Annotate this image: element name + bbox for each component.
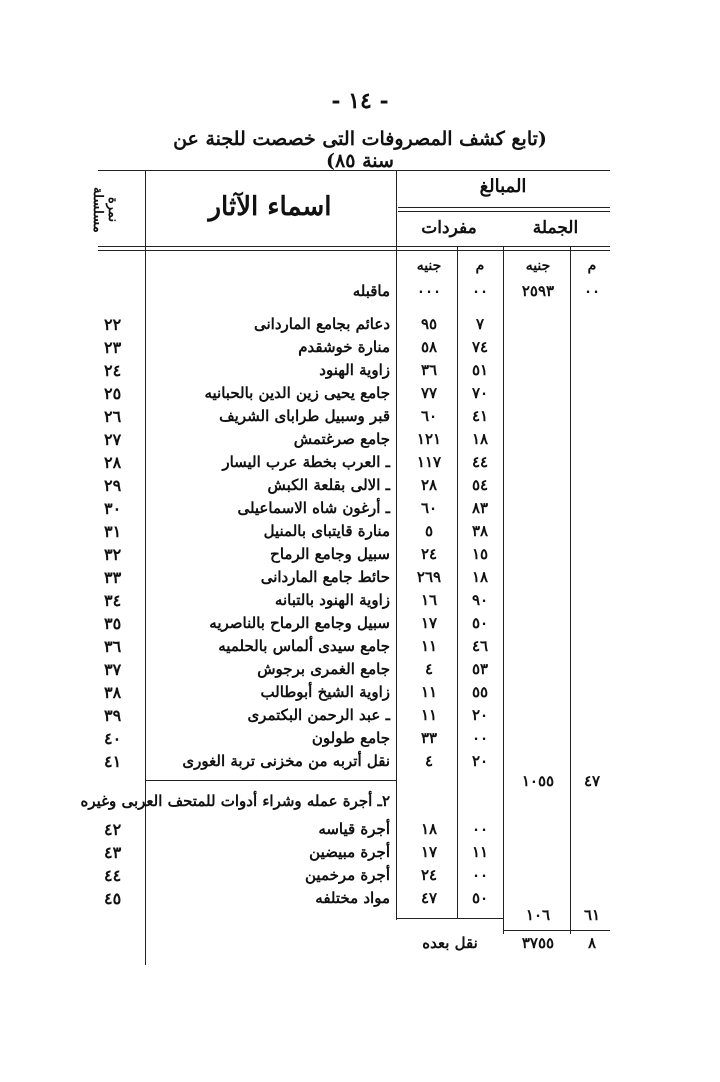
amount-milliemes: ٥١ bbox=[471, 361, 489, 379]
carried-forward-row bbox=[0, 280, 720, 303]
monument-name: منارة قايتباى بالمنيل bbox=[263, 522, 390, 540]
amount-pounds: ٢٤ bbox=[420, 545, 438, 563]
amount-pounds: ١١ bbox=[420, 683, 438, 701]
row-serial: ٢٤ bbox=[104, 361, 122, 380]
row-serial: ٤٣ bbox=[104, 843, 122, 862]
amount-pounds: ٤ bbox=[424, 752, 434, 770]
table-row bbox=[0, 864, 720, 887]
amount-pounds: ٦٠ bbox=[420, 407, 438, 425]
amount-pounds: ٤٧ bbox=[420, 889, 438, 907]
names-column-header: اسماء الآثار bbox=[208, 192, 332, 222]
amount-pounds: ٢٦٩ bbox=[416, 568, 442, 586]
amount-pounds: ١٨ bbox=[420, 820, 438, 838]
table-row bbox=[0, 474, 720, 497]
table-row bbox=[0, 336, 720, 359]
monument-name: ـ عبد الرحمن البكتمرى bbox=[247, 706, 390, 724]
monument-name: جامع طولون bbox=[311, 729, 390, 747]
amount-pounds: ٩٥ bbox=[420, 315, 438, 333]
monument-name: حائط جامع الماردانى bbox=[260, 568, 390, 586]
row-serial: ٣٥ bbox=[104, 614, 122, 633]
unit-millieme-subtotal: م bbox=[475, 258, 485, 274]
amount-pounds: ١٢١ bbox=[416, 430, 442, 448]
table-row bbox=[0, 382, 720, 405]
section2-title: ٢ـ أجرة عمله وشراء أدوات للمتحف العربى وغيره bbox=[80, 792, 390, 810]
carried-forward-sub-milliemes: ٠٠ bbox=[471, 282, 489, 300]
table-row bbox=[0, 818, 720, 841]
amount-pounds: ٥٨ bbox=[420, 338, 438, 356]
monument-name: منارة خوشقدم bbox=[298, 338, 390, 356]
row-serial: ٢٢ bbox=[104, 315, 122, 334]
table-row bbox=[0, 520, 720, 543]
table-row bbox=[0, 566, 720, 589]
amount-milliemes: ١١ bbox=[471, 843, 489, 861]
monument-name: جامع سيدى ألماس بالحلميه bbox=[218, 637, 390, 655]
amount-milliemes: ٥٣ bbox=[471, 660, 489, 678]
amount-pounds: ١١ bbox=[420, 706, 438, 724]
row-serial: ٣١ bbox=[104, 522, 122, 541]
amount-milliemes: ٤١ bbox=[471, 407, 489, 425]
amount-milliemes: ٩٠ bbox=[471, 591, 489, 609]
monument-name: ـ أرغون شاه الاسماعيلى bbox=[237, 499, 390, 517]
monument-name: جامع الغمرى برجوش bbox=[257, 660, 390, 678]
monument-name: ـ الالى بقلعة الكبش bbox=[267, 476, 390, 494]
amount-milliemes: ١٨ bbox=[471, 568, 489, 586]
section2-title-row bbox=[0, 790, 720, 813]
carried-forward-total-milliemes: ٠٠ bbox=[583, 282, 601, 300]
table-row bbox=[0, 841, 720, 864]
section-total-milliemes: ٤٧ bbox=[583, 772, 601, 790]
table-row bbox=[0, 313, 720, 336]
table-row bbox=[0, 543, 720, 566]
monument-name: مواد مختلفه bbox=[315, 889, 390, 907]
amount-pounds: ١١ bbox=[420, 637, 438, 655]
amount-milliemes: ٧٤ bbox=[471, 338, 489, 356]
page-number: - ١٤ - bbox=[331, 88, 389, 114]
amount-pounds: ٢٤ bbox=[420, 866, 438, 884]
amount-milliemes: ٠٠ bbox=[471, 729, 489, 747]
row-serial: ٢٧ bbox=[104, 430, 122, 449]
monument-name: زاوية الهنود bbox=[319, 361, 390, 379]
row-serial: ٢٦ bbox=[104, 407, 122, 426]
amount-milliemes: ٥٤ bbox=[471, 476, 489, 494]
amount-milliemes: ٣٨ bbox=[471, 522, 489, 540]
carry-out-milliemes: ٨ bbox=[587, 934, 597, 952]
amount-milliemes: ٢٠ bbox=[471, 706, 489, 724]
monument-name: زاوية الهنود بالتبانه bbox=[274, 591, 390, 609]
table-row bbox=[0, 497, 720, 520]
table-row bbox=[0, 405, 720, 428]
monument-name: أجرة قياسه bbox=[318, 820, 390, 838]
row-serial: ٢٩ bbox=[104, 476, 122, 495]
monument-name: أجرة مبيضين bbox=[309, 843, 390, 861]
unit-pound-total: جنيه bbox=[525, 258, 551, 274]
table-row bbox=[0, 451, 720, 474]
amount-milliemes: ٠٠ bbox=[471, 820, 489, 838]
amount-pounds: ١٦ bbox=[420, 591, 438, 609]
table-row bbox=[0, 612, 720, 635]
amount-pounds: ٥ bbox=[424, 522, 434, 540]
row-serial: ٢٣ bbox=[104, 338, 122, 357]
monument-name: دعائم بجامع الماردانى bbox=[254, 315, 390, 333]
amount-pounds: ٦٠ bbox=[420, 499, 438, 517]
row-serial: ٤٤ bbox=[104, 866, 122, 885]
unit-millieme-total: م bbox=[587, 258, 597, 274]
section2-total-milliemes: ٦١ bbox=[583, 906, 601, 924]
carried-forward-total-pounds: ٢٥٩٣ bbox=[521, 282, 555, 300]
monument-name: جامع يحيى زين الدين بالحبانيه bbox=[204, 384, 390, 402]
amount-milliemes: ٧٠ bbox=[471, 384, 489, 402]
carry-out-label: نقل بعده bbox=[422, 934, 478, 952]
row-serial: ٣٣ bbox=[104, 568, 122, 587]
row-serial: ٣٧ bbox=[104, 660, 122, 679]
row-serial: ٣٤ bbox=[104, 591, 122, 610]
amount-milliemes: ٨٣ bbox=[471, 499, 489, 517]
amount-pounds: ٧٧ bbox=[420, 384, 438, 402]
row-serial: ٣٦ bbox=[104, 637, 122, 656]
row-serial: ٢٨ bbox=[104, 453, 122, 472]
unit-pound-subtotal: جنيه bbox=[416, 258, 442, 274]
amount-milliemes: ٥٠ bbox=[471, 614, 489, 632]
monument-name: سبيل وجامع الرماح bbox=[270, 545, 390, 563]
monument-name: سبيل وجامع الرماح بالناصريه bbox=[209, 614, 390, 632]
carry-out-pounds: ٣٧٥٥ bbox=[521, 934, 555, 952]
monument-name: نقل أتربه من مخزنى تربة الغورى bbox=[182, 752, 390, 770]
amount-milliemes: ٥٠ bbox=[471, 889, 489, 907]
table-row bbox=[0, 635, 720, 658]
amount-pounds: ١١٧ bbox=[416, 453, 442, 471]
amount-milliemes: ٧ bbox=[475, 315, 485, 333]
row-serial: ٣٠ bbox=[104, 499, 122, 518]
amounts-column-header: المبالغ bbox=[479, 176, 527, 197]
carried-forward-sub-pounds: ٠٠٠ bbox=[416, 282, 442, 300]
page-title: (تابع كشف المصروفات التى خصصت للجنة عن سنة ٨٥) bbox=[173, 128, 547, 172]
amount-milliemes: ٠٠ bbox=[471, 866, 489, 884]
row-serial: ٣٨ bbox=[104, 683, 122, 702]
section2-total-row bbox=[0, 904, 720, 927]
table-row bbox=[0, 681, 720, 704]
amount-milliemes: ٥٥ bbox=[471, 683, 489, 701]
amount-pounds: ٤ bbox=[424, 660, 434, 678]
row-serial: ٤١ bbox=[104, 752, 122, 771]
amount-milliemes: ٢٠ bbox=[471, 752, 489, 770]
table-row bbox=[0, 589, 720, 612]
amount-pounds: ٣٦ bbox=[420, 361, 438, 379]
table-row bbox=[0, 359, 720, 382]
monument-name: قبر وسبيل طراباى الشريف bbox=[219, 407, 390, 425]
section-total-pounds: ١٠٥٥ bbox=[521, 772, 555, 790]
section2-total-pounds: ١٠٦ bbox=[525, 906, 551, 924]
amount-milliemes: ٤٤ bbox=[471, 453, 489, 471]
row-serial: ٤٢ bbox=[104, 820, 122, 839]
carried-forward-label: ماقبله bbox=[352, 282, 390, 300]
total-column-header: الجملة bbox=[532, 218, 579, 238]
monument-name: أجرة مرخمين bbox=[305, 866, 390, 884]
row-serial: ٣٢ bbox=[104, 545, 122, 564]
table-row bbox=[0, 658, 720, 681]
table-row bbox=[0, 704, 720, 727]
row-serial: ٢٥ bbox=[104, 384, 122, 403]
amount-milliemes: ٤٦ bbox=[471, 637, 489, 655]
monument-name: جامع صرغتمش bbox=[293, 430, 390, 448]
row-serial: ٤٥ bbox=[104, 889, 122, 908]
monument-name: زاوية الشيخ أبوطالب bbox=[260, 683, 390, 701]
row-serial: ٣٩ bbox=[104, 706, 122, 725]
amount-pounds: ١٧ bbox=[420, 843, 438, 861]
amount-pounds: ٣٣ bbox=[420, 729, 438, 747]
amount-pounds: ١٧ bbox=[420, 614, 438, 632]
table-row bbox=[0, 727, 720, 750]
table-row bbox=[0, 428, 720, 451]
serial-column-header: نمرة مسلسلة bbox=[90, 187, 120, 233]
subtotal-column-header: مفردات bbox=[421, 218, 477, 238]
row-serial: ٤٠ bbox=[104, 729, 122, 748]
monument-name: ـ العرب بخطة عرب اليسار bbox=[222, 453, 390, 471]
amount-milliemes: ١٥ bbox=[471, 545, 489, 563]
amount-pounds: ٢٨ bbox=[420, 476, 438, 494]
amount-milliemes: ١٨ bbox=[471, 430, 489, 448]
